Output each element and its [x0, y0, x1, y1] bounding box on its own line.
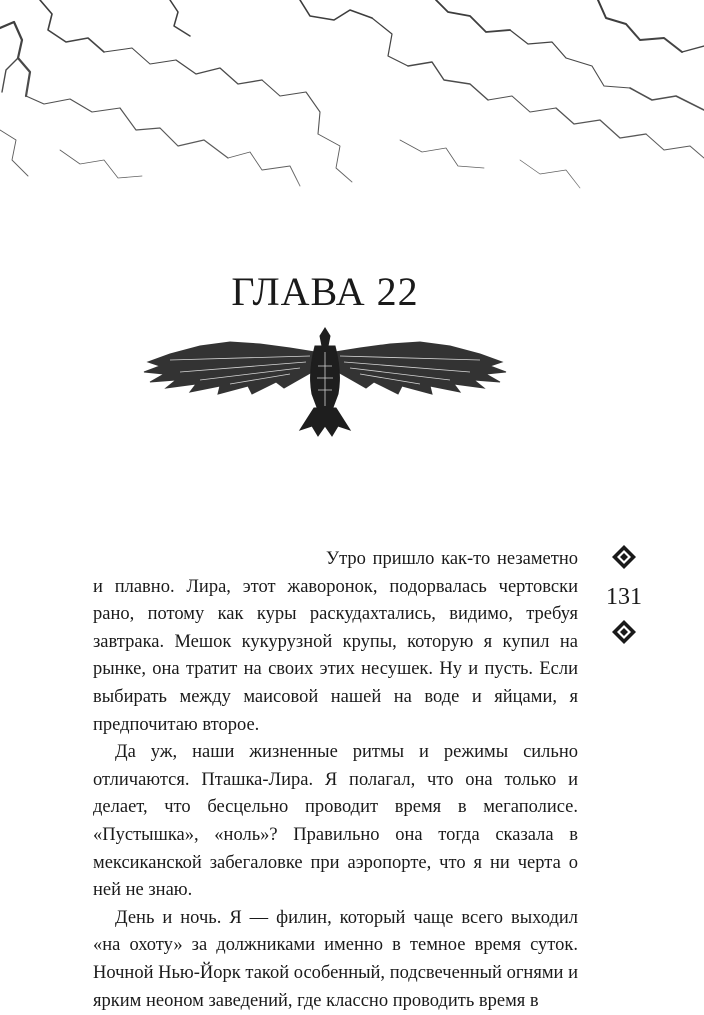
page-folio — [598, 544, 650, 644]
page-number: 131 — [606, 584, 642, 610]
diamond-ornament-icon — [611, 619, 637, 645]
paragraph: День и ночь. Я — филин, который чаще всего выходил «на охоту» за должниками именно в темное время суток. Ночной Нью-Йорк такой особенный, подсвеченный огнями и ярким неоном заведений, где классно проводить время в — [93, 907, 578, 1011]
chapter-text — [93, 546, 578, 1015]
eagle-icon — [140, 322, 510, 440]
chapter-title: ГЛАВА 22 — [231, 269, 419, 314]
paragraph: Утро пришло как-то незаметно и плавно. Лира, этот жаворонок, подорвалась чертовски рано, потому как куры раскудахтались, видимо, требуя завтрака. Мешок кукурузной крупы, которую я купил на рынке, она тратит на своих этих несушек. Ну и пусть. Если выбирать между маисовой нашей на воде и яйцами, я предпочитаю второе. — [93, 549, 578, 735]
diamond-ornament-icon — [611, 544, 637, 570]
paragraph: Да уж, наши жизненные ритмы и режимы сильно отличаются. Пташка-Лира. Я полагал, что она только и делает, что бесцельно проводит время в мегаполисе. «Пустышка», «ноль»? Правильно она тогда сказала в мексиканской забегаловке при аэропорте, что я ни черта о ней не знаю. — [93, 742, 578, 901]
marble-header-texture — [0, 0, 704, 235]
